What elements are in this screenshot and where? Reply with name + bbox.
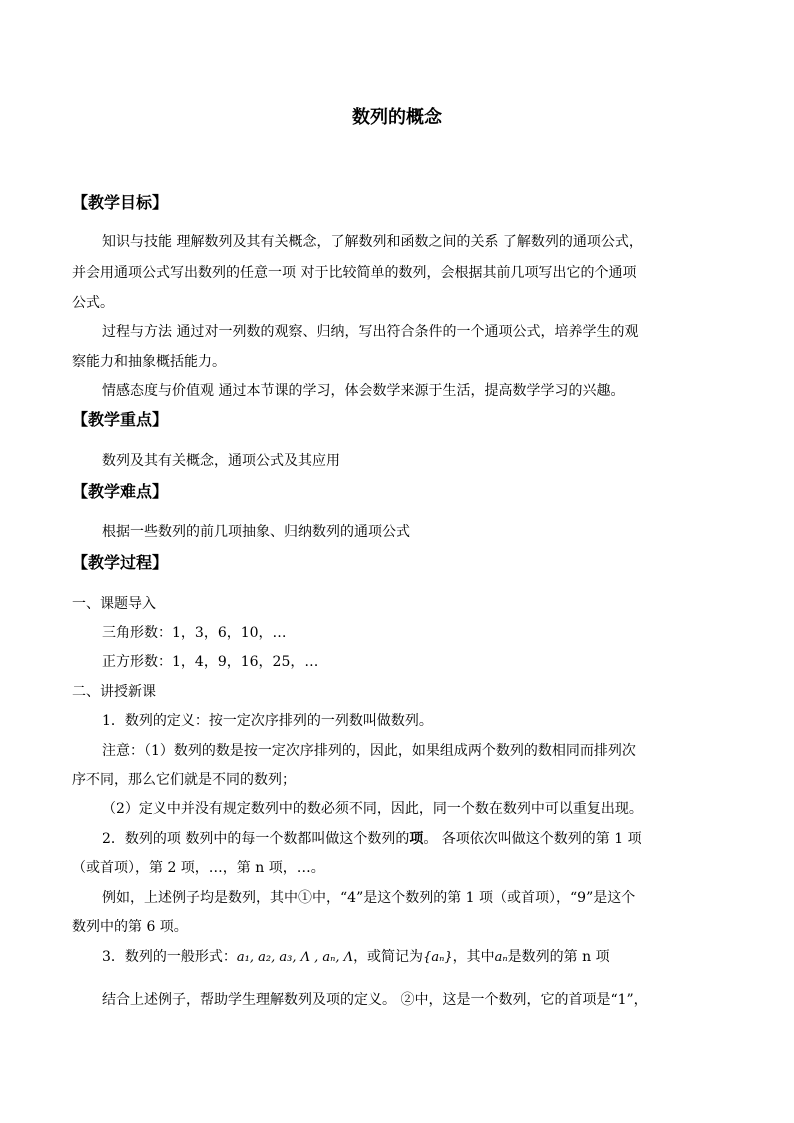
heading-process: 【教学过程】 [72,553,169,572]
process-line [0,799,794,819]
short-notation-formula: {aₙ} [423,950,453,965]
text-definition-3 [102,947,610,968]
process-line [0,947,794,967]
text-example-2: 数列中的第 6 项。 [72,919,188,935]
process-line [0,990,794,1010]
process-line [0,623,794,643]
text-new-lesson-title: 二、讲授新课 [72,684,156,700]
text-square-numbers: 正方形数：1，4，9，16，25，… [102,654,319,670]
text-example-1: 例如，上述例子均是数列，其中①中，“4”是这个数列的第 1 项（或首项），“9”是这个 [102,890,636,906]
process-line [0,594,794,614]
heading-objectives: 【教学目标】 [72,193,169,212]
text-definition-2b: （或首项），第 2 项，…，第 n 项，…。 [72,860,325,876]
difficulties-line [0,522,794,542]
process-line [0,711,794,731]
objectives-knowledge-line [0,263,794,283]
text-note-1a: 注意：（1）数列的数是按一定次序排列的，因此，如果组成两个数列的数相同而排列次 [102,743,636,759]
text-difficulties: 根据一些数列的前几项抽象、归纳数列的通项公式 [102,524,410,540]
heading-difficulties: 【教学难点】 [72,482,169,501]
heading-key-points: 【教学重点】 [72,410,169,429]
objectives-process-line [0,352,794,372]
process-line [0,829,794,849]
text-knowledge-2: 并会用通项公式写出数列的任意一项 对于比较简单的数列，会根据其前几项写出它的个通项 [72,265,637,281]
def3-post-pre: ，其中 [452,949,495,965]
text-knowledge-3: 公式。 [72,295,114,311]
text-process-2: 察能力和抽象概括能力。 [72,354,226,370]
text-key-points: 数列及其有关概念，通项公式及其应用 [102,453,340,469]
def3-post: 是数列的第 n 项 [507,949,610,965]
def3-mid: ，或简记为 [353,949,424,965]
text-note-2: （2）定义中并没有规定数列中的数必须不同，因此，同一个数在数列中可以重复出现。 [102,801,643,817]
text-intro-title: 一、课题导入 [72,596,156,612]
process-line [0,741,794,761]
def3-pre: 3．数列的一般形式： [102,949,237,965]
text-combine: 结合上述例子，帮助学生理解数列及项的定义。 ②中，这是一个数列，它的首项是“1”， [102,992,648,1008]
text-definition-1: 1．数列的定义：按一定次序排列的一列数叫做数列。 [102,713,433,729]
objectives-knowledge-line [0,293,794,313]
def2-post: 。 各项依次叫做这个数列的第 1 项 [423,831,642,847]
text-definition-2 [102,829,642,849]
text-knowledge-1: 知识与技能 理解数列及其有关概念，了解数列和函数之间的关系 了解数列的通项公式， [102,234,643,250]
objectives-process-line [0,322,794,342]
process-line [0,917,794,937]
def2-pre: 2．数列的项 数列中的每一个数都叫做这个数列的 [102,831,410,847]
an-formula: aₙ [494,950,508,965]
general-form-formula: a₁, a₂, a₃, Λ , aₙ, Λ [236,950,354,965]
text-triangle-numbers: 三角形数：1，3，6，10，… [102,625,287,641]
process-line [0,888,794,908]
process-line [0,770,794,790]
text-process-1: 过程与方法 通过对一列数的观察、归纳，写出符合条件的一个通项公式，培养学生的观 [102,324,639,340]
document-title: 数列的概念 [352,107,442,128]
key-points-line [0,451,794,471]
process-line [0,682,794,702]
objectives-attitude-line [0,381,794,401]
text-note-1b: 序不同，那么它们就是不同的数列； [72,772,296,788]
objectives-knowledge-line [0,232,794,252]
text-attitude: 情感态度与价值观 通过本节课的学习，体会数学来源于生活，提高数学学习的兴趣。 [102,383,625,399]
def2-term: 项 [409,831,424,847]
process-line [0,858,794,878]
process-line [0,652,794,672]
